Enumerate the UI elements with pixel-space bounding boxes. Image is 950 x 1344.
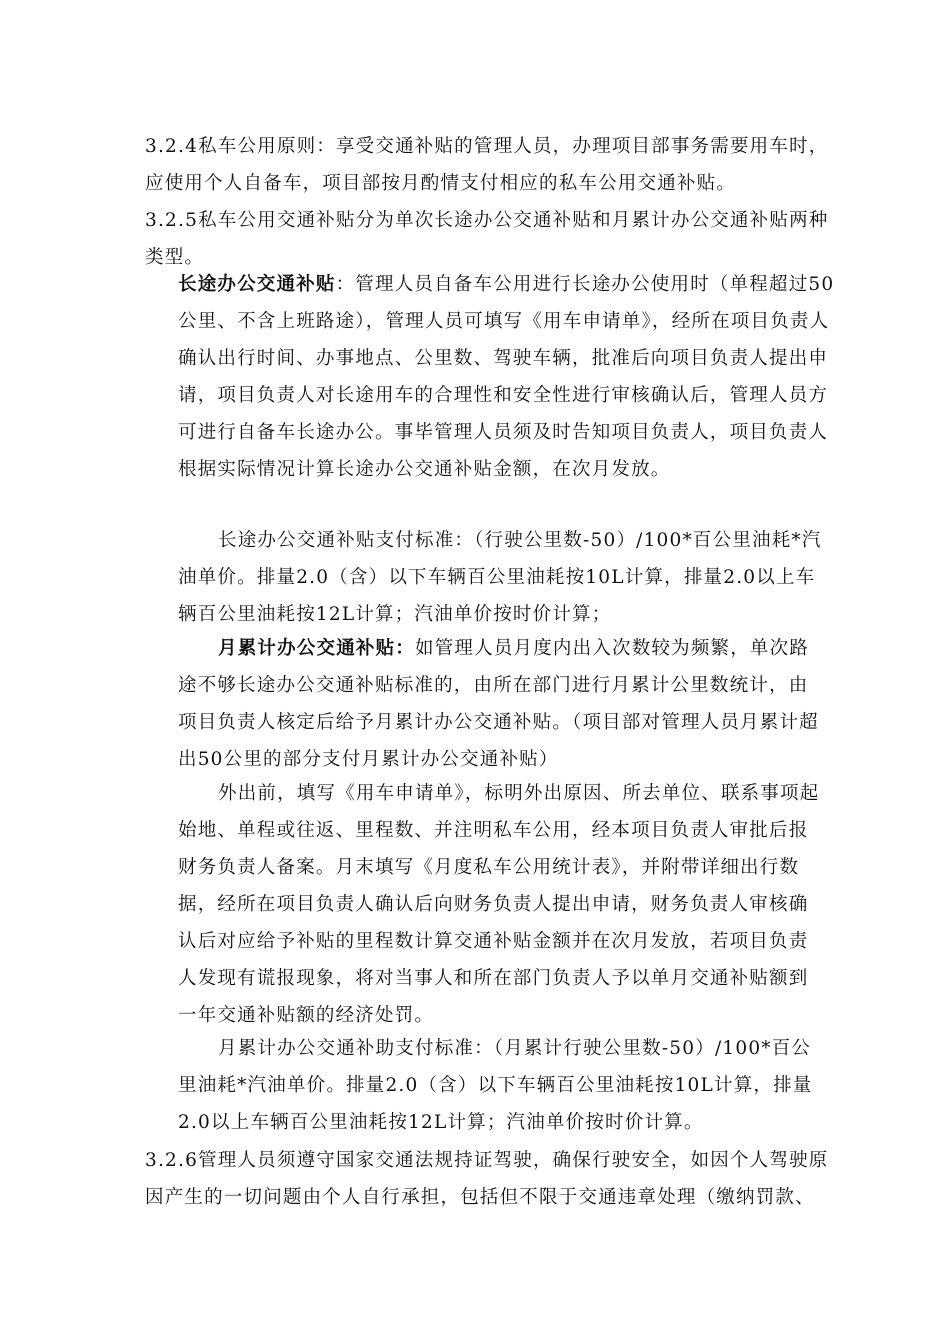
monthly-standard-text: 月累计办公交通补助支付标准：（月累计行驶公里数-50）/100*百公里油耗*汽油单价。排量2.0（含）以下车辆百公里油耗按10L计算，排量2.0以上车辆百公里油耗按12L计算；汽油单价按时价计算。 xyxy=(178,1038,813,1133)
long-trip-subsidy-body: ：管理人员自备车公用进行长途办公使用时（单程超过50公里、不含上班路途），管理人员可填写《用车申请单》，经所在项目负责人确认出行时间、办事地点、公里数、驾驶车辆，批准后向项目负责人提出申请，项目负责人对长途用车的合理性和安全性进行审核确认后，管理人员方可进行自备车长途办公。事毕管理人员须及时告知项目负责人，项目负责人根据实际情况计算长途办公交通补贴金额，在次月发放。 xyxy=(178,274,835,480)
clause-3-2-6: 3.2.6管理人员须遵守国家交通法规持证驾驶，确保行驶安全，如因个人驾驶原因产生的一切问题由个人自行承担，包括但不限于交通违章处理（缴纳罚款、 xyxy=(145,1150,829,1208)
before-trip-text: 外出前，填写《用车申请单》，标明外出原因、所去单位、联系事项起始地、单程或往返、里程数、并注明私车公用，经本项目负责人审批后报财务负责人备案。月末填写《月度私车公用统计表》，并附带详细出行数据，经所在项目负责人确认后向财务负责人提出申请，财务负责人审核确认后对应给予补贴的里程数计算交通补贴金额并在次月发放，若项目负责人发现有谎报现象，将对当事人和所在部门负责人予以单月交通补贴额到一年交通补贴额的经济处罚。 xyxy=(178,783,820,1026)
long-trip-subsidy-term: 长途办公交通补贴 xyxy=(178,274,336,295)
clause-3-2-5: 3.2.5私车公用交通补贴分为单次长途办公交通补贴和月累计办公交通补贴两种类型。 xyxy=(145,210,829,268)
long-trip-subsidy-paragraph xyxy=(178,266,838,488)
monthly-subsidy-paragraph xyxy=(178,630,828,778)
before-trip-paragraph xyxy=(178,775,828,1034)
monthly-subsidy-body: 如管理人员月度内出入次数较为频繁，单次路途不够长途办公交通补贴标准的，由所在部门进行月累计公里数统计，由项目负责人核定后给予月累计办公交通补贴。（项目部对管理人员月累计超出50公里的部分支付月累计办公交通补贴） xyxy=(178,638,819,770)
monthly-subsidy-term: 月累计办公交通补贴： xyxy=(218,638,416,659)
long-trip-standard-paragraph xyxy=(178,522,828,633)
clause-3-2-4: 3.2.4私车公用原则：享受交通补贴的管理人员，办理项目部事务需要用车时，应使用个人自备车，项目部按月酌情支付相应的私车公用交通补贴。 xyxy=(145,136,829,194)
monthly-standard-paragraph xyxy=(178,1030,828,1141)
long-trip-standard-text: 长途办公交通补贴支付标准：（行驶公里数-50）/100*百公里油耗*汽油单价。排量2.0（含）以下车辆百公里油耗按10L计算，排量2.0以上车辆百公里油耗按12L计算；汽油单价按时价计算； xyxy=(178,530,822,625)
